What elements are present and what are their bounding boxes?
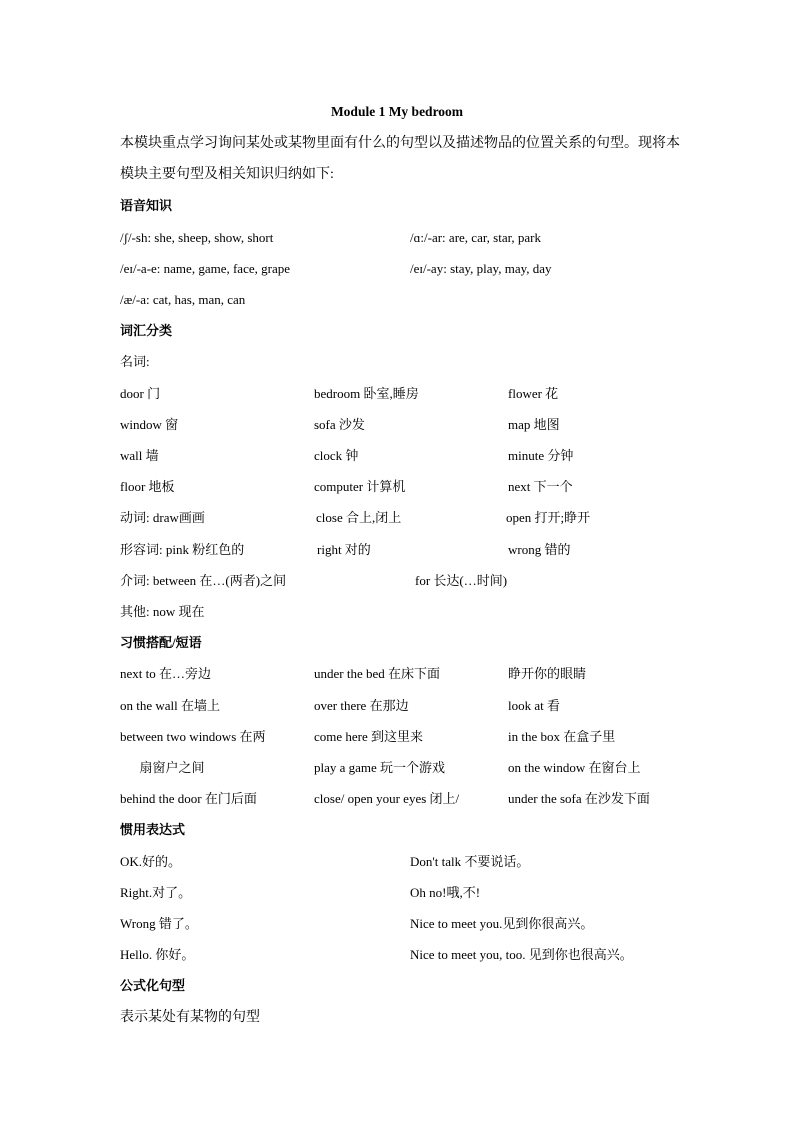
adjectives-item: right 对的 xyxy=(317,542,371,557)
phrase-item: on the window 在窗台上 xyxy=(508,760,641,775)
heading-patterns: 公式化句型 xyxy=(120,978,186,993)
phrase-item: next to 在…旁边 xyxy=(120,666,211,681)
intro-paragraph: 本模块重点学习询问某处或某物里面有什么的句型以及描述物品的位置关系的句型。现将本模块主要句型及相关知识归纳如下: xyxy=(120,136,680,182)
heading-phonetics: 语音知识 xyxy=(120,198,173,213)
vocab-item: computer 计算机 xyxy=(314,479,406,494)
vocab-item: window 窗 xyxy=(120,417,179,432)
vocab-item: map 地图 xyxy=(508,417,560,432)
phrase-item: under the bed 在床下面 xyxy=(314,666,441,681)
phrase-item: 扇窗户之间 xyxy=(120,760,205,775)
vocab-item: minute 分钟 xyxy=(508,448,574,463)
page-title: Module 1 My bedroom xyxy=(330,104,464,119)
expression-item: Nice to meet you.见到你很高兴。 xyxy=(410,916,594,931)
vocab-item: next 下一个 xyxy=(508,479,573,494)
phrase-item: 睁开你的眼睛 xyxy=(508,666,587,681)
heading-expressions: 惯用表达式 xyxy=(120,822,186,837)
phrase-item: behind the door 在门后面 xyxy=(120,791,257,806)
vocab-item: sofa 沙发 xyxy=(314,417,365,432)
phrase-item: on the wall 在墙上 xyxy=(120,698,221,713)
verbs-item: open 打开;睁开 xyxy=(506,510,591,525)
expression-item: Nice to meet you, too. 见到你也很高兴。 xyxy=(410,947,633,962)
expression-item: Wrong 错了。 xyxy=(120,916,198,931)
heading-vocabulary: 词汇分类 xyxy=(120,323,173,338)
vocab-item: clock 钟 xyxy=(314,448,359,463)
phonetic-row: /æ/-a: cat, has, man, can xyxy=(120,292,246,307)
verbs-item: close 合上,闭上 xyxy=(316,510,402,525)
prepositions-item: 介词: between 在…(两者)之间 xyxy=(120,573,287,588)
phrase-item: in the box 在盒子里 xyxy=(508,729,616,744)
verbs-item: 动词: draw画画 xyxy=(120,510,205,525)
vocab-item: wall 墙 xyxy=(120,448,159,463)
phrase-item: look at 看 xyxy=(508,698,560,713)
vocab-item: floor 地板 xyxy=(120,479,175,494)
heading-phrases: 习惯搭配/短语 xyxy=(120,635,202,650)
prepositions-item: for 长达(…时间) xyxy=(415,573,508,588)
expression-item: OK.好的。 xyxy=(120,854,182,869)
expression-item: Oh no!哦,不! xyxy=(410,885,481,900)
adjectives-item: 形容词: pink 粉红色的 xyxy=(120,542,245,557)
phrase-item: under the sofa 在沙发下面 xyxy=(508,791,650,806)
vocab-item: bedroom 卧室,睡房 xyxy=(314,386,419,401)
phonetic-row: /ʃ/-sh: she, sheep, show, short xyxy=(120,230,274,245)
phrase-item: over there 在那边 xyxy=(314,698,409,713)
phrase-item: close/ open your eyes 闭上/ xyxy=(314,791,460,806)
phonetic-row: /ɑ:/-ar: are, car, star, park xyxy=(410,230,541,245)
expression-item: Don't talk 不要说话。 xyxy=(410,854,530,869)
expression-item: Hello. 你好。 xyxy=(120,947,195,962)
vocab-item: door 门 xyxy=(120,386,161,401)
phonetic-row: /eɪ/-ay: stay, play, may, day xyxy=(410,261,552,276)
phrase-item: play a game 玩一个游戏 xyxy=(314,760,446,775)
nouns-label: 名词: xyxy=(120,354,150,369)
others-item: 其他: now 现在 xyxy=(120,604,205,619)
expression-item: Right.对了。 xyxy=(120,885,192,900)
vocab-item: flower 花 xyxy=(508,386,559,401)
pattern-line: 表示某处有某物的句型 xyxy=(120,1010,260,1025)
phrase-item: between two windows 在两 xyxy=(120,729,266,744)
phrase-item: come here 到这里来 xyxy=(314,729,424,744)
phonetic-row: /eɪ/-a-e: name, game, face, grape xyxy=(120,261,290,276)
adjectives-item: wrong 错的 xyxy=(508,542,571,557)
